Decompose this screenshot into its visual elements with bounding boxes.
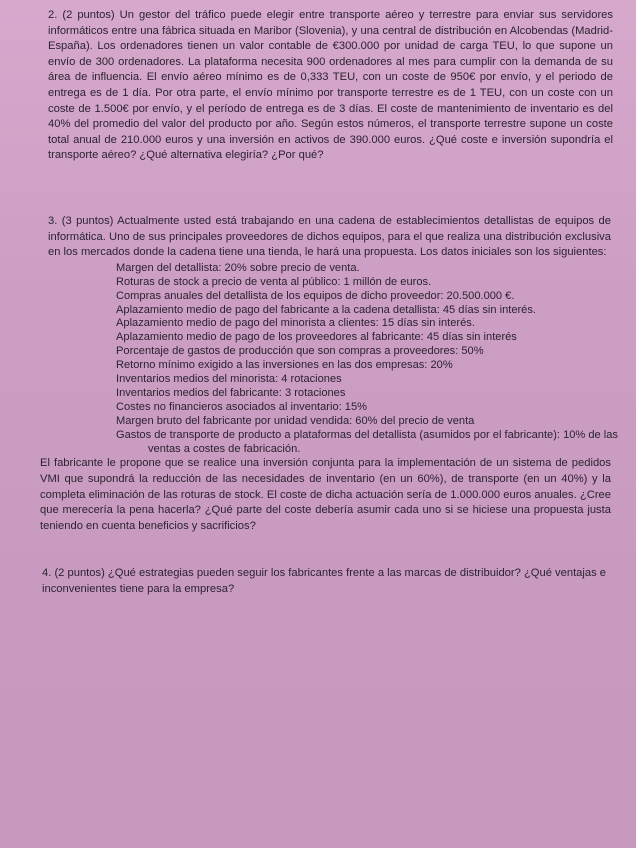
- question-3-intro: 3. (3 puntos) Actualmente usted está trabajando en una cadena de establecimientos detallistas de equipos de informática. Uno de sus principales proveedores de dichos equipos, para el que realiza una distribución exclusiva en los mercados donde la cadena tiene una tienda, le hará una propuesta. Los datos iniciales son los siguientes:: [48, 215, 611, 259]
- data-line: Margen bruto del fabricante por unidad vendida: 60% del precio de venta: [116, 414, 475, 427]
- data-line: Costes no financieros asociados al inventario: 15%: [116, 400, 367, 413]
- data-line: Porcentaje de gastos de producción que son compras a proveedores: 50%: [116, 345, 484, 358]
- data-line: Aplazamiento medio de pago del fabricante a la cadena detallista: 45 días sin interés.: [116, 303, 536, 316]
- question-3: [40, 214, 618, 534]
- question-2-text: 2. (2 puntos) Un gestor del tráfico puede elegir entre transporte aéreo y terrestre para enviar sus servidores informáticos entre una fábrica situada en Maribor (Slovenia), y una central de distribución en Alcobendas (Madrid-España). Los ordenadores tienen un valor contable de €300.000 por unidad de carga TEU, lo que supone un envío de 300 ordenadores. La plataforma necesita 900 ordenadores al mes para cumplir con la demanda de su área de influencia. El envío aéreo mínimo es de 0,333 TEU, con un coste de 950€ por envío, y el periodo de entrega es de 1 día. Por otra parte, el envío mínimo por transporte terrestre es de 1 TEU, con un coste con un coste de 1.500€ por envío, y el período de entrega es de 3 días. El coste de mantenimiento de inventario es del 40% del promedio del valor del producto por año. Según estos números, el transporte terrestre supone un coste total anual de 210.000 euros y una inversión en activos de 390.000 euros. ¿Qué coste e inversión supondría el transporte aéreo? ¿Qué alternativa elegiría? ¿Por qué?: [48, 9, 613, 162]
- data-line: Inventarios medios del fabricante: 3 rotaciones: [116, 386, 346, 399]
- data-line-continuation: ventas a costes de fabricación.: [148, 442, 301, 455]
- data-line: Retorno mínimo exigido a las inversiones en las dos empresas: 20%: [116, 359, 453, 372]
- data-line: Compras anuales del detallista de los equipos de dicho proveedor: 20.500.000 €.: [116, 289, 515, 302]
- question-4-text: 4. (2 puntos) ¿Qué estrategias pueden seguir los fabricantes frente a las marcas de distribuidor? ¿Qué ventajas e inconvenientes tiene para la empresa?: [42, 567, 607, 595]
- question-2: [48, 8, 613, 164]
- data-line: Margen del detallista: 20% sobre precio de venta.: [116, 261, 360, 274]
- data-line: Aplazamiento medio de pago del minorista a clientes: 15 días sin interés.: [116, 317, 475, 330]
- data-line: Roturas de stock a precio de venta al público: 1 millón de euros.: [116, 275, 432, 288]
- question-3-closing: El fabricante le propone que se realice una inversión conjunta para la implementación de un sistema de pedidos VMI que supondrá la reducción de las necesidades de inventario (en un 60%), de transporte (en un 40%) y la completa eliminación de las roturas de stock. El coste de dicha actuación sería de 1.000.000 euros anuales. ¿Cree que merecería la pena hacerla? ¿Qué parte del coste debería asumir cada uno si se hiciese una propuesta justa teniendo en cuenta beneficios y sacrificios?: [40, 457, 611, 532]
- data-line: Aplazamiento medio de pago de los proveedores al fabricante: 45 días sin interés: [116, 331, 517, 344]
- question-3-data-list: [116, 261, 618, 457]
- data-line: Inventarios medios del minorista: 4 rotaciones: [116, 373, 342, 386]
- data-line: Gastos de transporte de producto a plataformas del detallista (asumidos por el fabricante): 10% de las: [116, 428, 618, 441]
- question-4: [42, 566, 612, 597]
